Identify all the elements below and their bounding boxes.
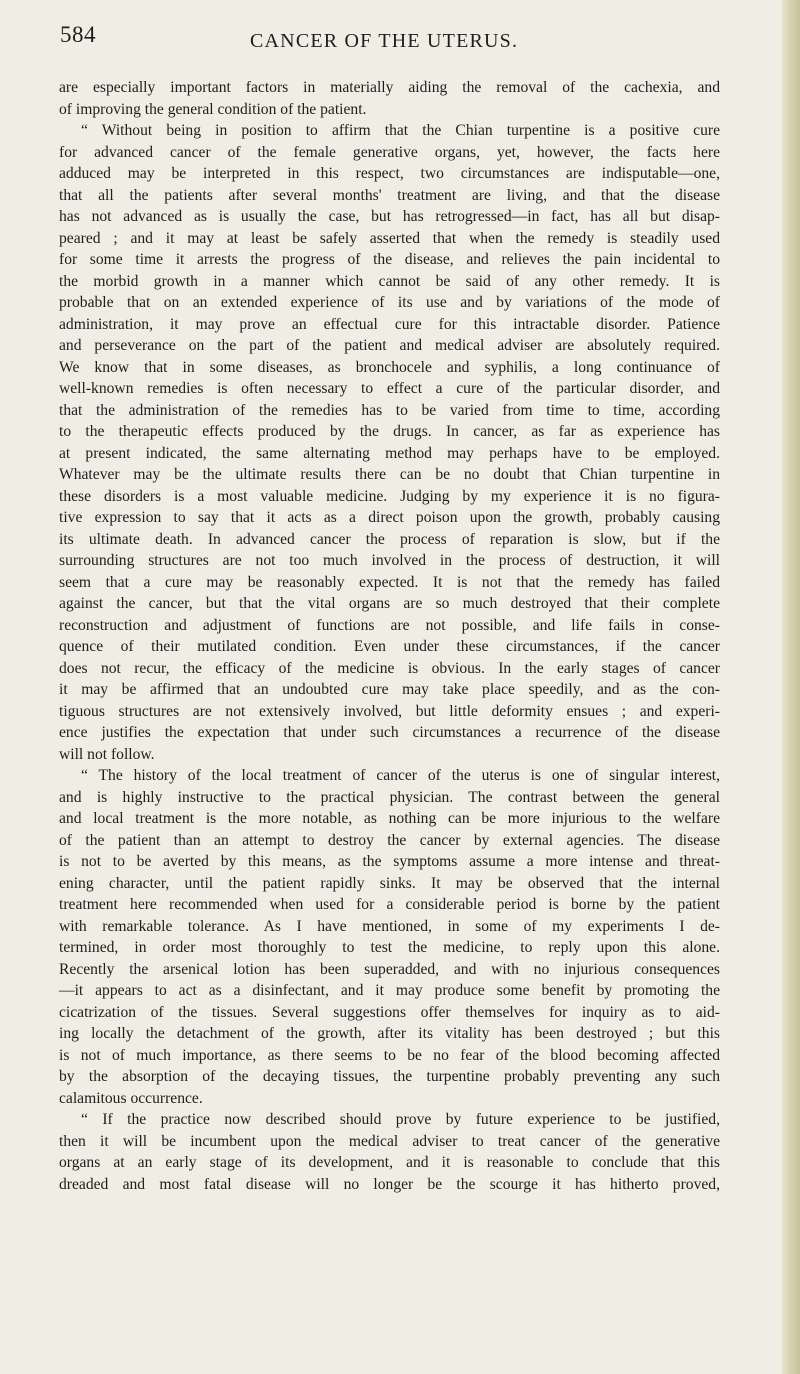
page-header: [60, 22, 720, 62]
page-edge: [782, 0, 800, 1374]
text-line: seem that a cure may be reasonably expected. It is not that the remedy has failed: [59, 573, 720, 591]
text-line: termined, in order most thoroughly to test the medicine, to reply upon this alone.: [59, 939, 720, 956]
text-line: organs at an early stage of its development, and it is reasonable to conclude that this: [59, 1154, 720, 1171]
text-line: ing locally the detachment of the growth, after its vitality has been destroyed ; but this: [59, 1025, 720, 1042]
text-line: its ultimate death. In advanced cancer the process of reparation is slow, but if the: [59, 530, 720, 548]
text-line: ence justifies the expectation that under such circumstances a recurrence of the disease: [59, 724, 720, 741]
text-line: Recently the arsenical lotion has been superadded, and with no injurious consequences: [59, 960, 720, 978]
text-line: of improving the general condition of the patient.: [59, 100, 367, 118]
text-line: will not follow.: [59, 745, 155, 763]
text-line: is not of much importance, as there seems to be no fear of the blood becoming affected: [59, 1046, 720, 1064]
page-number: 584: [60, 22, 96, 47]
text-line: tive expression to say that it acts as a direct poison upon the growth, probably causing: [59, 509, 720, 526]
text-line: Whatever may be the ultimate results there can be no doubt that Chian turpentine in: [59, 466, 720, 483]
text-line: for advanced cancer of the female generative organs, yet, however, the facts here: [59, 143, 720, 161]
text-line: and is highly instructive to the practical physician. The contrast between the general: [59, 788, 720, 806]
text-line: quence of their mutilated condition. Even under these circumstances, if the cancer: [59, 638, 720, 655]
body-text: [59, 77, 720, 1195]
text-line: has not advanced as is usually the case, but has retrogressed—in fact, has all but disap-: [59, 208, 720, 225]
text-line: tiguous structures are not extensively involved, but little deformity ensues ; and experi-: [59, 702, 720, 720]
text-line: probable that on an extended experience of its use and by variations of the mode of: [59, 294, 720, 311]
text-line: administration, it may prove an effectual cure for this intractable disorder. Patience: [59, 315, 720, 333]
text-line: and perseverance on the part of the patient and medical adviser are absolutely required.: [59, 337, 720, 354]
text-line: surrounding structures are not too much involved in the process of destruction, it will: [59, 552, 720, 569]
text-line: is not to be averted by this means, as the symptoms assume a more intense and threat-: [59, 853, 720, 870]
text-line: cicatrization of the tissues. Several suggestions offer themselves for inquiry as to aid-: [59, 1003, 720, 1021]
text-line: that all the patients after several months' treatment are living, and that the disease: [59, 186, 720, 204]
text-line: does not recur, the efficacy of the medicine is obvious. In the early stages of cancer: [59, 659, 720, 677]
text-line: calamitous occurrence.: [59, 1089, 203, 1107]
running-head: CANCER OF THE UTERUS.: [250, 30, 519, 52]
text-line: against the cancer, but that the vital organs are so much destroyed that their complete: [59, 595, 720, 612]
text-line: adduced may be interpreted in this respect, two circumstances are indisputable—one,: [59, 165, 720, 182]
text-line: ening character, until the patient rapidly sinks. It may be observed that the internal: [59, 874, 720, 892]
text-line: “ The history of the local treatment of cancer of the uterus is one of singular interest,: [81, 767, 720, 784]
text-line: dreaded and most fatal disease will no longer be the scourge it has hitherto proved,: [59, 1175, 720, 1193]
text-line: then it will be incumbent upon the medical adviser to treat cancer of the generative: [59, 1132, 720, 1150]
text-line: “ If the practice now described should prove by future experience to be justified,: [81, 1111, 720, 1128]
text-line: these disorders is a most valuable medicine. Judging by my experience it is no figura-: [59, 487, 720, 505]
text-line: and local treatment is the more notable, as nothing can be more injurious to the welfare: [59, 810, 720, 827]
text-line: are especially important factors in materially aiding the removal of the cachexia, and: [59, 79, 720, 96]
text-line: We know that in some diseases, as bronchocele and syphilis, a long continuance of: [59, 358, 720, 376]
text-line: for some time it arrests the progress of the disease, and relieves the pain incidental to: [59, 251, 720, 268]
text-line: it may be affirmed that an undoubted cure may take place speedily, and as the con-: [59, 681, 720, 698]
text-line: with remarkable tolerance. As I have mentioned, in some of my experiments I de-: [59, 917, 720, 935]
text-line: the morbid growth in a manner which cannot be said of any other remedy. It is: [59, 272, 720, 290]
text-line: at present indicated, the same alternating method may perhaps have to be employed.: [59, 444, 720, 462]
text-line: “ Without being in position to affirm that the Chian turpentine is a positive cure: [81, 122, 720, 139]
text-line: by the absorption of the decaying tissues, the turpentine probably preventing any such: [59, 1068, 720, 1085]
text-line: well-known remedies is often necessary to effect a cure of the particular disorder, and: [59, 380, 720, 397]
text-line: peared ; and it may at least be safely asserted that when the remedy is steadily used: [59, 229, 720, 247]
text-line: of the patient than an attempt to destroy the cancer by external agencies. The disease: [59, 831, 720, 849]
text-line: that the administration of the remedies has to be varied from time to time, according: [59, 401, 720, 419]
text-line: to the therapeutic effects produced by the drugs. In cancer, as far as experience has: [59, 423, 720, 440]
text-line: —it appears to act as a disinfectant, and it may produce some benefit by promoting the: [59, 982, 720, 999]
text-line: treatment here recommended when used for a considerable period is borne by the patient: [59, 896, 720, 913]
text-line: reconstruction and adjustment of functions are not possible, and life fails in conse-: [59, 616, 720, 634]
